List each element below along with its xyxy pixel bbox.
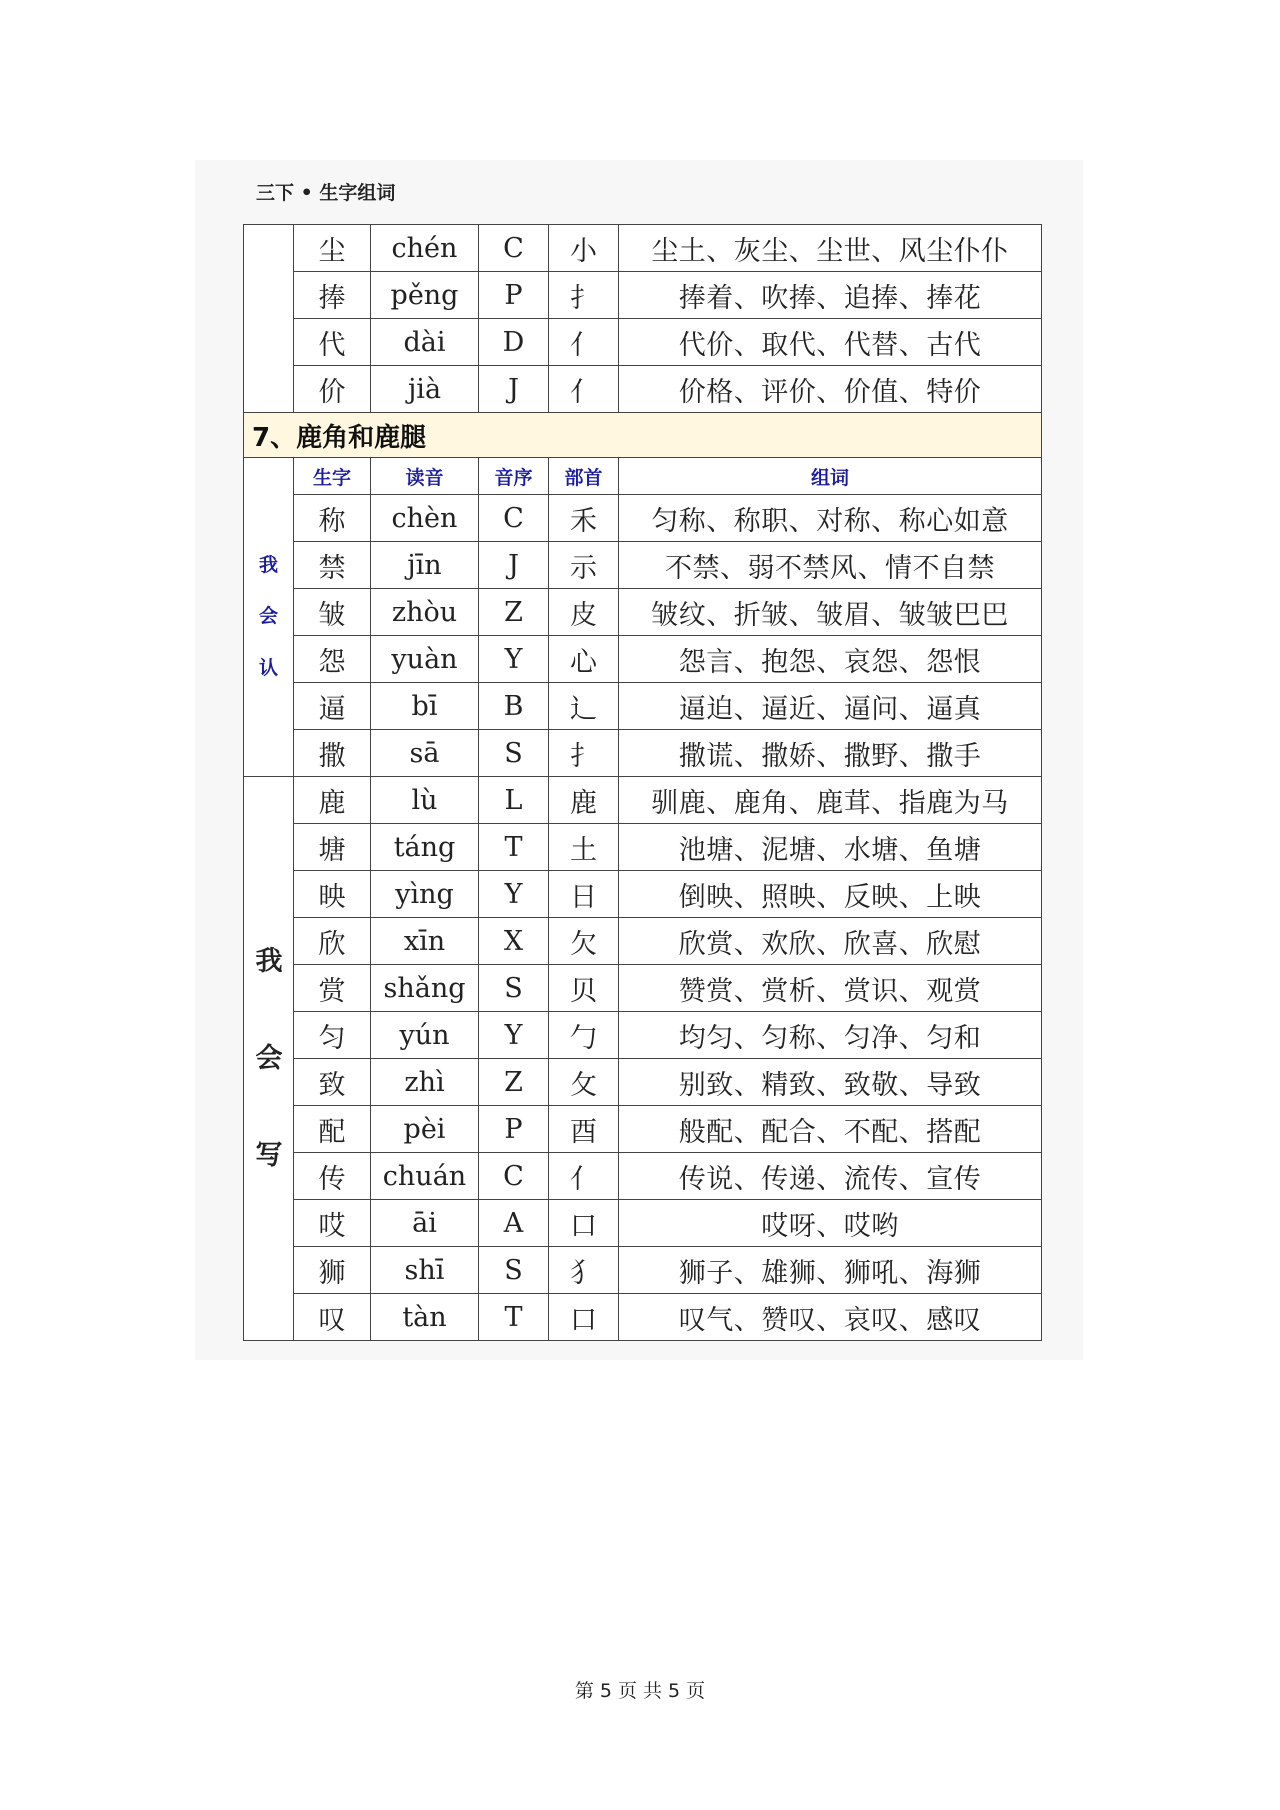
table-row	[244, 1153, 1042, 1200]
document-header: 三下 • 生字组词	[256, 182, 396, 204]
initial-cell: Z	[479, 589, 549, 636]
words-cell: 不禁、弱不禁风、情不自禁	[619, 542, 1042, 589]
initial-cell: Z	[479, 1059, 549, 1106]
radical-cell: 贝	[549, 965, 619, 1012]
prev-lesson-row	[244, 366, 1042, 413]
char-cell: 怨	[294, 636, 371, 683]
radical-cell: 亻	[549, 319, 619, 366]
pinyin-cell: xīn	[371, 918, 479, 965]
words-cell: 尘土、灰尘、尘世、风尘仆仆	[619, 225, 1042, 272]
words-cell: 驯鹿、鹿角、鹿茸、指鹿为马	[619, 777, 1042, 824]
char-cell: 逼	[294, 683, 371, 730]
table-row	[244, 1294, 1042, 1341]
table-row	[244, 824, 1042, 871]
initial-cell: A	[479, 1200, 549, 1247]
write-group-label	[244, 777, 294, 1341]
words-cell: 别致、精致、致敬、导致	[619, 1059, 1042, 1106]
radical-cell: 皮	[549, 589, 619, 636]
char-cell: 致	[294, 1059, 371, 1106]
pinyin-cell: zhì	[371, 1059, 479, 1106]
pinyin-cell: pěng	[371, 272, 479, 319]
radical-cell: 口	[549, 1294, 619, 1341]
words-cell: 哎呀、哎哟	[619, 1200, 1042, 1247]
pinyin-cell: zhòu	[371, 589, 479, 636]
char-cell: 配	[294, 1106, 371, 1153]
radical-cell: 辶	[549, 683, 619, 730]
char-cell: 叹	[294, 1294, 371, 1341]
initial-cell: P	[479, 272, 549, 319]
table-row	[244, 730, 1042, 777]
char-cell: 匀	[294, 1012, 371, 1059]
initial-cell: C	[479, 1153, 549, 1200]
radical-cell: 欠	[549, 918, 619, 965]
char-cell: 价	[294, 366, 371, 413]
table-row	[244, 1012, 1042, 1059]
table-row	[244, 918, 1042, 965]
initial-cell: C	[479, 495, 549, 542]
char-cell: 欣	[294, 918, 371, 965]
table-row	[244, 495, 1042, 542]
radical-cell: 亻	[549, 1153, 619, 1200]
table-row	[244, 1247, 1042, 1294]
char-cell: 捧	[294, 272, 371, 319]
initial-cell: Y	[479, 871, 549, 918]
words-cell: 撒谎、撒娇、撒野、撒手	[619, 730, 1042, 777]
lesson-title-row	[244, 413, 1042, 458]
initial-cell: C	[479, 225, 549, 272]
radical-cell: 犭	[549, 1247, 619, 1294]
prev-group-cell	[244, 225, 294, 413]
initial-cell: D	[479, 319, 549, 366]
pinyin-cell: yuàn	[371, 636, 479, 683]
radical-cell: 鹿	[549, 777, 619, 824]
words-cell: 怨言、抱怨、哀怨、怨恨	[619, 636, 1042, 683]
recognize-label-text: 我会认	[258, 554, 278, 679]
radical-cell: 示	[549, 542, 619, 589]
radical-cell: 禾	[549, 495, 619, 542]
char-cell: 称	[294, 495, 371, 542]
char-cell: 尘	[294, 225, 371, 272]
words-cell: 逼迫、逼近、逼问、逼真	[619, 683, 1042, 730]
pinyin-cell: dài	[371, 319, 479, 366]
pinyin-cell: bī	[371, 683, 479, 730]
pinyin-cell: chèn	[371, 495, 479, 542]
pinyin-cell: pèi	[371, 1106, 479, 1153]
char-cell: 狮	[294, 1247, 371, 1294]
initial-cell: S	[479, 965, 549, 1012]
radical-cell: 扌	[549, 272, 619, 319]
write-label-text: 我会写	[255, 945, 283, 1172]
initial-cell: T	[479, 1294, 549, 1341]
table-row	[244, 542, 1042, 589]
words-cell: 代价、取代、代替、古代	[619, 319, 1042, 366]
table-row	[244, 965, 1042, 1012]
char-cell: 映	[294, 871, 371, 918]
words-cell: 捧着、吹捧、追捧、捧花	[619, 272, 1042, 319]
words-cell: 价格、评价、价值、特价	[619, 366, 1042, 413]
initial-cell: S	[479, 730, 549, 777]
table-row	[244, 589, 1042, 636]
recognize-group-label	[244, 458, 294, 777]
radical-cell: 亻	[549, 366, 619, 413]
words-cell: 皱纹、折皱、皱眉、皱皱巴巴	[619, 589, 1042, 636]
table-row	[244, 871, 1042, 918]
char-cell: 撒	[294, 730, 371, 777]
char-cell: 禁	[294, 542, 371, 589]
char-cell: 传	[294, 1153, 371, 1200]
words-cell: 狮子、雄狮、狮吼、海狮	[619, 1247, 1042, 1294]
words-cell: 欣赏、欢欣、欣喜、欣慰	[619, 918, 1042, 965]
char-cell: 赏	[294, 965, 371, 1012]
initial-cell: Y	[479, 636, 549, 683]
radical-cell: 酉	[549, 1106, 619, 1153]
pinyin-cell: lù	[371, 777, 479, 824]
initial-cell: T	[479, 824, 549, 871]
radical-cell: 口	[549, 1200, 619, 1247]
pinyin-cell: chén	[371, 225, 479, 272]
radical-cell: 日	[549, 871, 619, 918]
radical-cell: 土	[549, 824, 619, 871]
words-cell: 匀称、称职、对称、称心如意	[619, 495, 1042, 542]
table-row	[244, 1059, 1042, 1106]
radical-cell: 攵	[549, 1059, 619, 1106]
char-cell: 塘	[294, 824, 371, 871]
table-row	[244, 1200, 1042, 1247]
column-header-row	[244, 458, 1042, 495]
col-header-words: 组词	[619, 458, 1042, 495]
char-cell: 皱	[294, 589, 371, 636]
words-cell: 叹气、赞叹、哀叹、感叹	[619, 1294, 1042, 1341]
pinyin-cell: táng	[371, 824, 479, 871]
initial-cell: B	[479, 683, 549, 730]
table-row	[244, 683, 1042, 730]
prev-lesson-row	[244, 272, 1042, 319]
col-header-initial: 音序	[479, 458, 549, 495]
pinyin-cell: shǎng	[371, 965, 479, 1012]
initial-cell: J	[479, 542, 549, 589]
char-cell: 代	[294, 319, 371, 366]
radical-cell: 勹	[549, 1012, 619, 1059]
words-cell: 传说、传递、流传、宣传	[619, 1153, 1042, 1200]
pinyin-cell: āi	[371, 1200, 479, 1247]
pinyin-cell: yún	[371, 1012, 479, 1059]
pinyin-cell: chuán	[371, 1153, 479, 1200]
words-cell: 赞赏、赏析、赏识、观赏	[619, 965, 1042, 1012]
prev-lesson-row	[244, 319, 1042, 366]
pinyin-cell: sā	[371, 730, 479, 777]
radical-cell: 小	[549, 225, 619, 272]
page-footer: 第 5 页 共 5 页	[574, 1680, 706, 1702]
vocabulary-table	[243, 224, 1042, 1341]
col-header-radical: 部首	[549, 458, 619, 495]
radical-cell: 扌	[549, 730, 619, 777]
words-cell: 般配、配合、不配、搭配	[619, 1106, 1042, 1153]
char-cell: 哎	[294, 1200, 371, 1247]
initial-cell: J	[479, 366, 549, 413]
col-header-pinyin: 读音	[371, 458, 479, 495]
pinyin-cell: tàn	[371, 1294, 479, 1341]
words-cell: 倒映、照映、反映、上映	[619, 871, 1042, 918]
initial-cell: Y	[479, 1012, 549, 1059]
col-header-char: 生字	[294, 458, 371, 495]
words-cell: 池塘、泥塘、水塘、鱼塘	[619, 824, 1042, 871]
lesson-title: 7、鹿角和鹿腿	[244, 413, 1042, 458]
pinyin-cell: shī	[371, 1247, 479, 1294]
char-cell: 鹿	[294, 777, 371, 824]
initial-cell: P	[479, 1106, 549, 1153]
initial-cell: L	[479, 777, 549, 824]
table-row	[244, 636, 1042, 683]
words-cell: 均匀、匀称、匀净、匀和	[619, 1012, 1042, 1059]
table-row	[244, 777, 1042, 824]
prev-lesson-row	[244, 225, 1042, 272]
initial-cell: S	[479, 1247, 549, 1294]
pinyin-cell: jià	[371, 366, 479, 413]
radical-cell: 心	[549, 636, 619, 683]
pinyin-cell: jīn	[371, 542, 479, 589]
pinyin-cell: yìng	[371, 871, 479, 918]
table-row	[244, 1106, 1042, 1153]
initial-cell: X	[479, 918, 549, 965]
